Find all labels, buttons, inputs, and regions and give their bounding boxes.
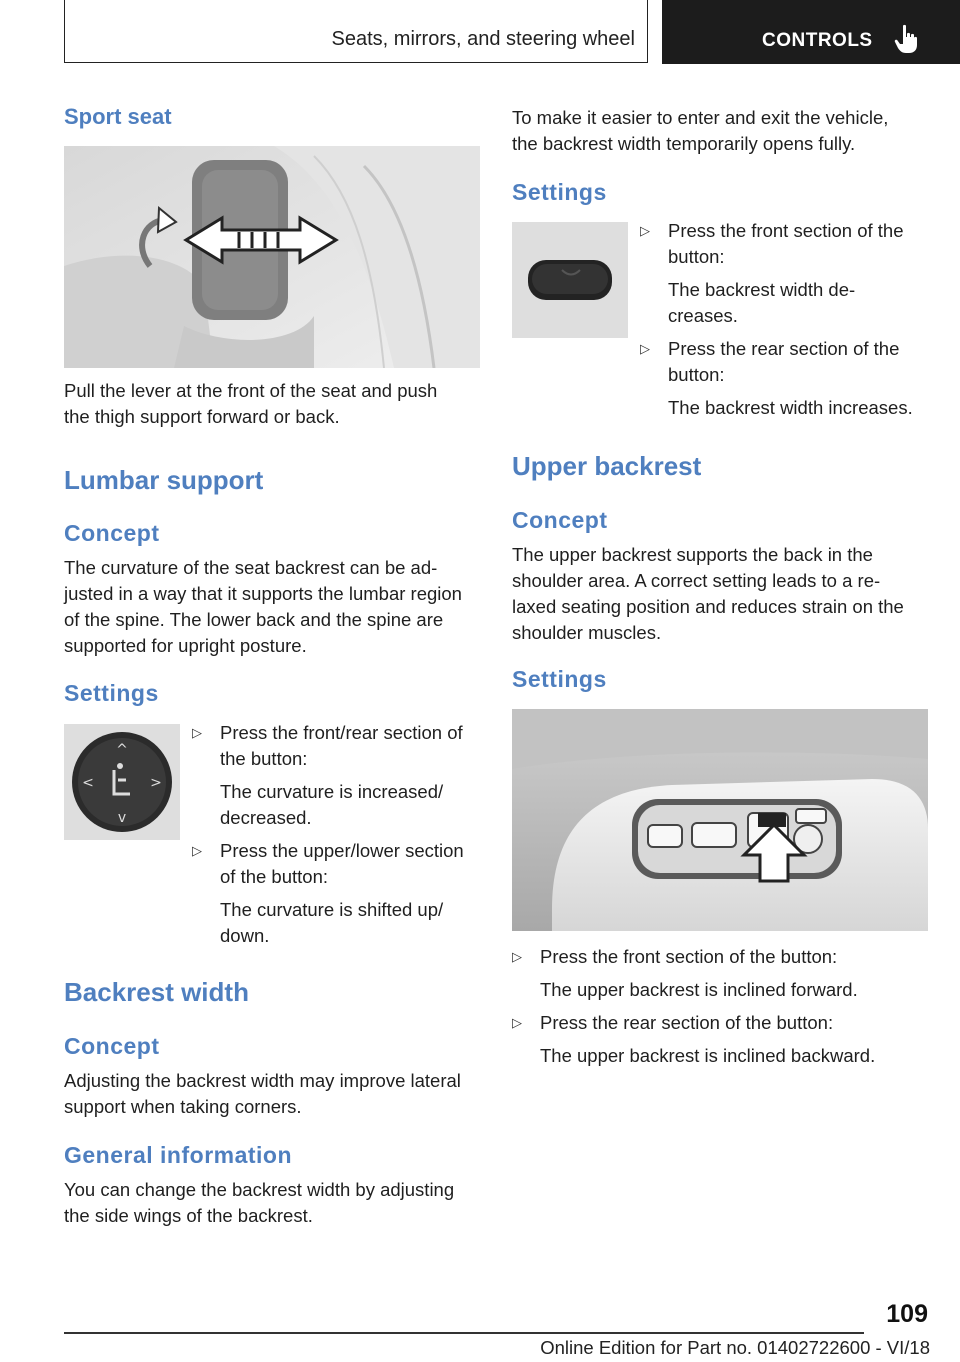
text-line: down. <box>220 925 270 946</box>
general-information-text <box>64 1177 484 1229</box>
text-line: the side wings of the backrest. <box>64 1205 313 1226</box>
triangle-bullet-icon: ▷ <box>192 843 202 858</box>
backrest-width-heading: Backrest width <box>64 977 249 1007</box>
text-line: Press the rear section of the <box>668 338 900 359</box>
text-line: support when taking corners. <box>64 1096 302 1117</box>
backrest-width-concept-text <box>64 1068 484 1120</box>
sport-seat-text <box>64 378 480 430</box>
svg-text:v: v <box>117 810 127 826</box>
text-line: The backrest width de‐ <box>668 279 856 300</box>
text-line: The curvature of the seat backrest can be ad‐ <box>64 557 438 578</box>
text-line: The upper backrest supports the back in the <box>512 544 873 565</box>
triangle-bullet-icon: ▷ <box>640 341 650 356</box>
text-line: To make it easier to enter and exit the vehicle, <box>512 107 889 128</box>
svg-text:>: > <box>150 775 162 791</box>
upper-backrest-heading: Upper backrest <box>512 451 702 481</box>
sport-seat-photo <box>64 146 480 368</box>
edition-footer: Online Edition for Part no. 01402722600 - VI/18 <box>540 1337 930 1358</box>
text-line: Press the front section of the <box>668 220 904 241</box>
text-line: the thigh support forward or back. <box>64 406 340 427</box>
text-line: laxed seating position and reduces strain on the <box>512 596 904 617</box>
svg-text:^: ^ <box>116 742 128 758</box>
text-line: Press the front section of the button: <box>540 946 838 967</box>
header-section-tab[interactable] <box>662 0 960 64</box>
text-line: The backrest width increases. <box>668 397 913 418</box>
lumbar-settings-heading: Settings <box>64 680 159 706</box>
list-item <box>512 1010 932 1069</box>
upper-backrest-concept-heading: Concept <box>512 507 608 533</box>
text-line: shoulder area. A correct setting leads to a re‐ <box>512 570 881 591</box>
upper-backrest-settings-heading: Settings <box>512 666 607 692</box>
triangle-bullet-icon: ▷ <box>512 949 522 964</box>
upper-backrest-concept-text <box>512 542 932 646</box>
text-line: button: <box>668 364 725 385</box>
section-label: CONTROLS <box>762 30 873 51</box>
list-item <box>640 218 930 329</box>
lumbar-support-heading: Lumbar support <box>64 465 264 495</box>
text-line: decreased. <box>220 807 312 828</box>
text-line: The curvature is increased/ <box>220 781 444 802</box>
triangle-bullet-icon: ▷ <box>640 223 650 238</box>
text-line: You can change the backrest width by adjusting <box>64 1179 455 1200</box>
text-line: of the button: <box>220 866 329 887</box>
text-line: creases. <box>668 305 738 326</box>
text-line: of the spine. The lower back and the spine are <box>64 609 444 630</box>
lumbar-settings-list <box>192 720 484 949</box>
page-number: 109 <box>886 1300 928 1328</box>
general-information-heading: General information <box>64 1142 293 1168</box>
text-line: shoulder muscles. <box>512 622 662 643</box>
lumbar-button-photo <box>64 724 180 840</box>
triangle-bullet-icon: ▷ <box>512 1015 522 1030</box>
upper-backrest-settings-list <box>512 944 932 1069</box>
text-line: Press the upper/lower section <box>220 840 464 861</box>
backrest-width-concept-heading: Concept <box>64 1033 160 1059</box>
text-line: The upper backrest is inclined forward. <box>540 979 858 1000</box>
text-line: supported for upright posture. <box>64 635 307 656</box>
text-line: The upper backrest is inclined backward. <box>540 1045 876 1066</box>
list-item <box>640 336 930 421</box>
backrest-width-settings-heading: Settings <box>512 179 607 205</box>
svg-text:<: < <box>82 775 94 791</box>
backrest-width-intro-text <box>512 105 932 157</box>
text-line: Press the rear section of the button: <box>540 1012 834 1033</box>
text-line: Adjusting the backrest width may improve lateral <box>64 1070 461 1091</box>
sport-seat-heading: Sport seat <box>64 104 172 129</box>
text-line: the button: <box>220 748 308 769</box>
text-line: justed in a way that it supports the lumbar region <box>64 583 462 604</box>
header-chapter-box <box>64 0 648 63</box>
list-item <box>192 838 484 949</box>
list-item <box>192 720 484 831</box>
text-line: the backrest width temporarily opens fully. <box>512 133 856 154</box>
lumbar-concept-heading: Concept <box>64 520 160 546</box>
upper-backrest-controls-photo <box>512 709 928 931</box>
footer-divider <box>64 1332 864 1334</box>
text-line: The curvature is shifted up/ <box>220 899 444 920</box>
lumbar-concept-text <box>64 555 484 659</box>
text-line: button: <box>668 246 725 267</box>
triangle-bullet-icon: ▷ <box>192 725 202 740</box>
chapter-title: Seats, mirrors, and steering wheel <box>331 28 635 50</box>
text-line: Press the front/rear section of <box>220 722 463 743</box>
backrest-width-button-photo <box>512 222 628 338</box>
backrest-width-settings-list <box>640 218 930 421</box>
list-item <box>512 944 932 1003</box>
text-line: Pull the lever at the front of the seat and push <box>64 380 438 401</box>
pointing-hand-icon <box>894 24 920 54</box>
